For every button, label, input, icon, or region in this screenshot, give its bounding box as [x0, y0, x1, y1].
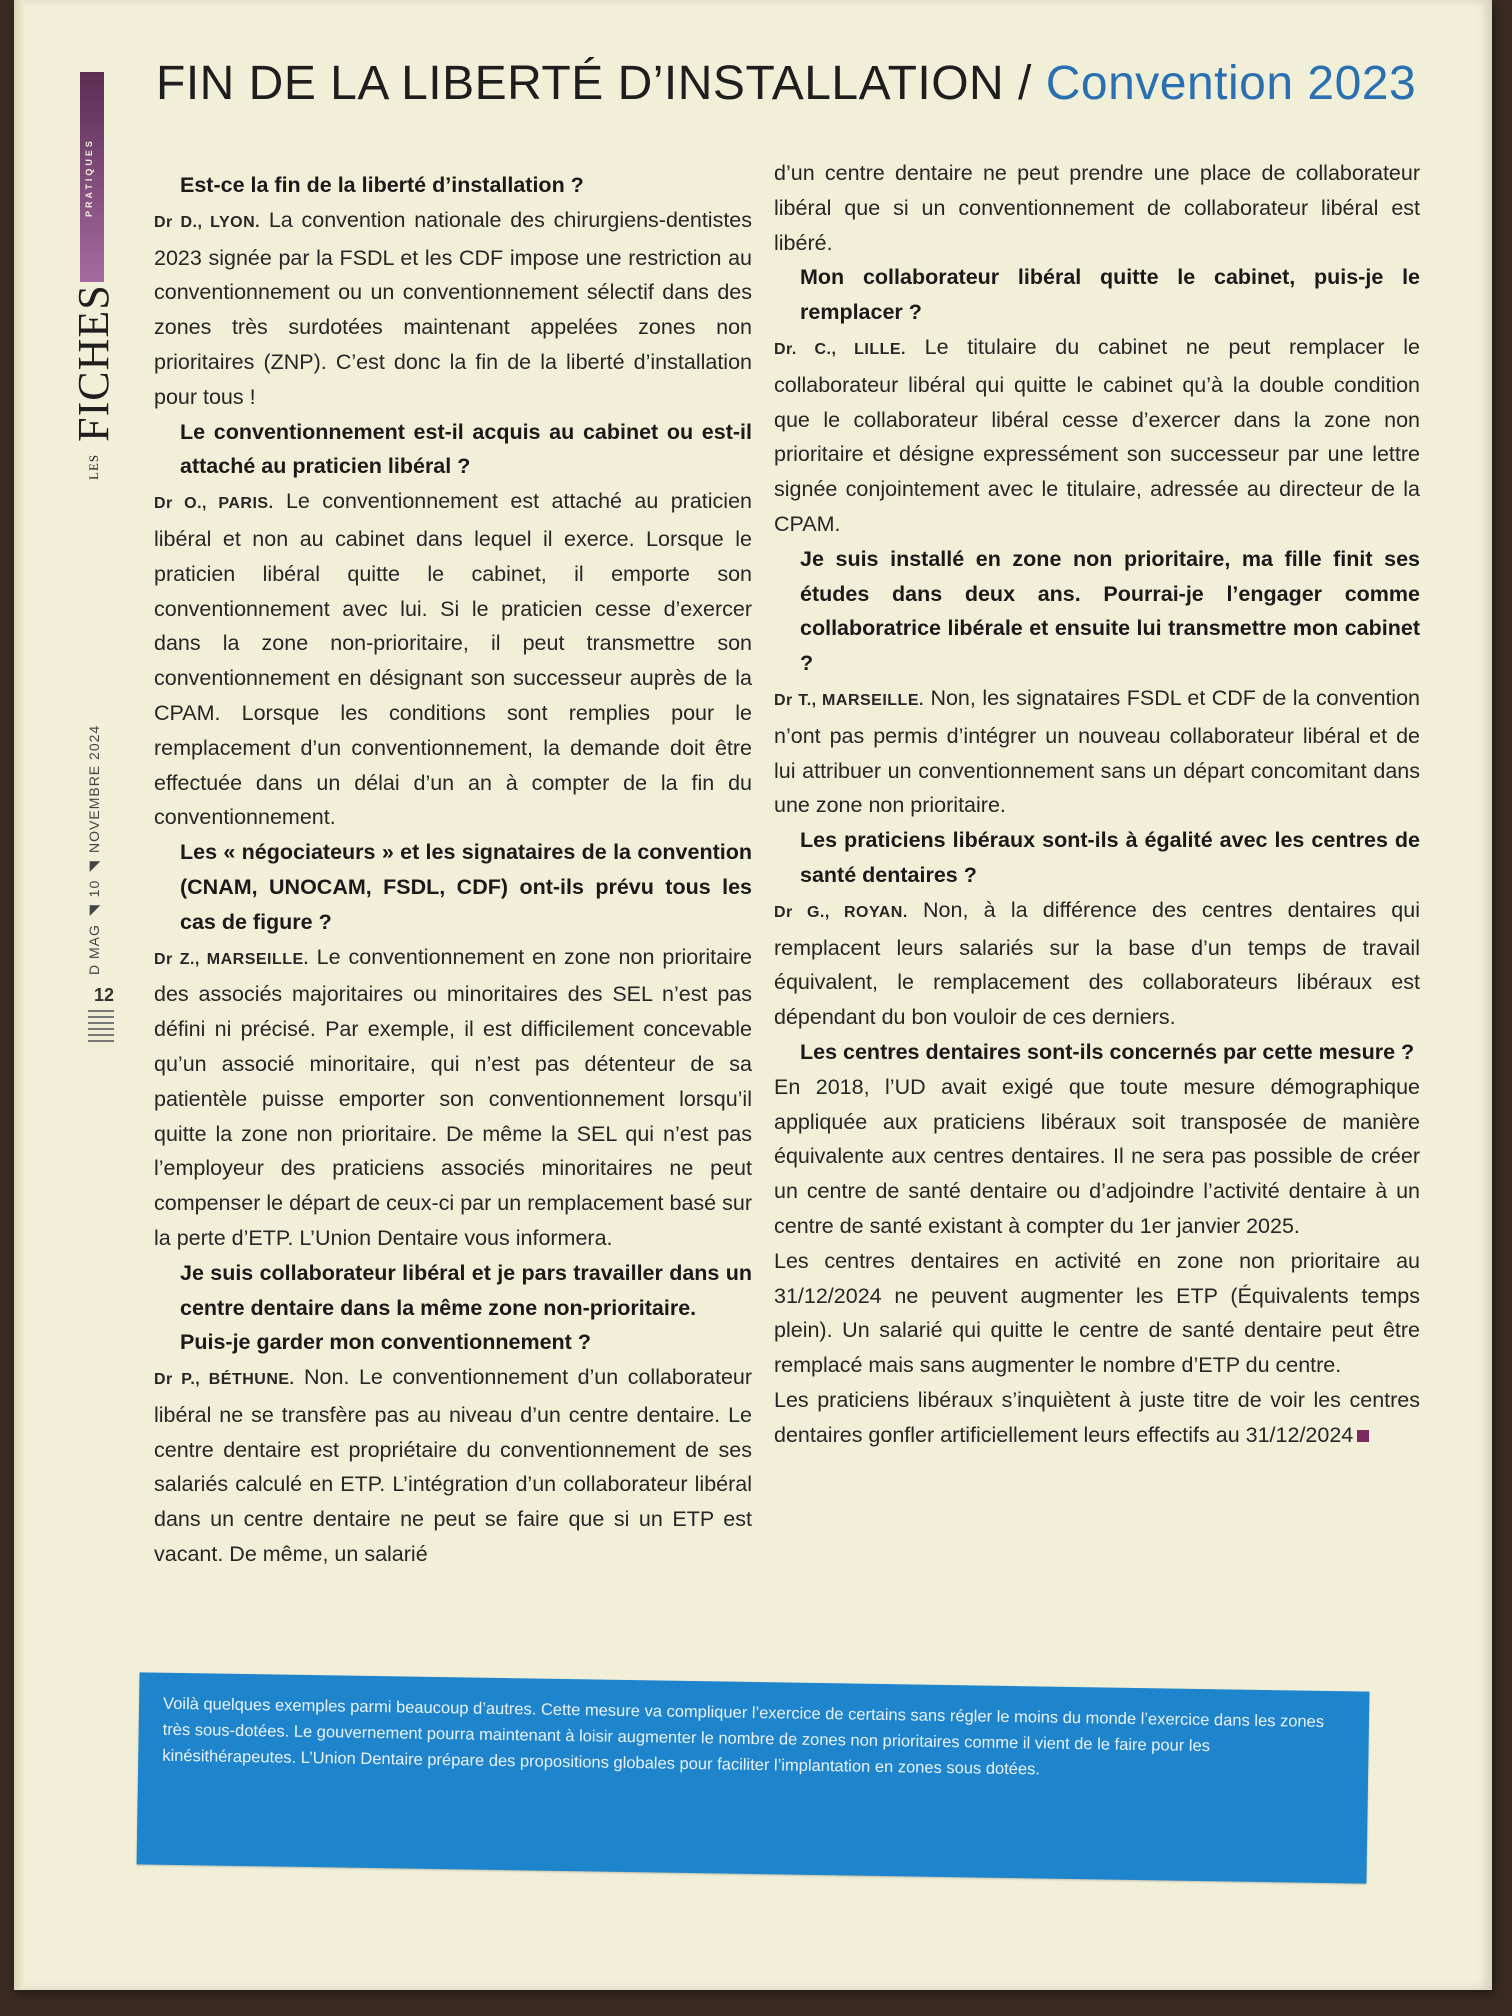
author-label: Dr Z., MARSEILLE. — [154, 950, 309, 968]
page-number-lines — [88, 1010, 114, 1046]
answer — [154, 203, 752, 415]
info-box — [137, 1672, 1370, 1883]
answer — [774, 893, 1420, 1035]
question: Je suis collaborateur libéral et je pars travailler dans un centre dentaire dans la même zone non-prioritaire. — [180, 1260, 752, 1320]
answer — [774, 330, 1420, 542]
question: Puis-je garder mon conventionnement ? — [180, 1330, 591, 1355]
answer — [154, 1360, 752, 1572]
question: Le conventionnement est-il acquis au cabinet ou est-il attaché au praticien libéral ? — [180, 419, 752, 479]
left-column — [154, 168, 752, 1572]
section-main-label: FICHES — [69, 284, 118, 442]
end-mark-icon — [1357, 1430, 1369, 1442]
title-accent: Convention 2023 — [1045, 57, 1417, 110]
title-main: FIN DE LA LIBERTÉ D’INSTALLATION / — [156, 57, 1032, 110]
answer-text: Le conventionnement est attaché au praticien libéral et non au cabinet dans lequel il exerce. Lorsque le praticien libéral quitte le cabinet, il emporte son conventionnement avec lui. Si le praticien cesse d’exercer dans la zone non-prioritaire, il peut transmettre son conventionnement en désignant son successeur auprès de la CPAM. Lorsque les conditions sont remplies pour le remplacement d’un conventionnement, la demande doit être effectuée dans un délai d’un an à compter de la fin du conventionnement. — [154, 489, 752, 830]
author-label: Dr P., BÉTHUNE. — [154, 1371, 295, 1389]
answer-text: Non, les signataires FSDL et CDF de la convention n’ont pas permis d’intégrer un nouveau collaborateur libéral et de lui attribuer un conventionnement sans un départ concomitant dans une zone non prioritaire. — [774, 685, 1421, 818]
answer-text: Les praticiens libéraux s’inquiètent à juste titre de voir les centres dentaires gonfler artificiellement leurs effectifs au 31/12/2024 — [774, 1387, 1420, 1447]
answer — [154, 940, 752, 1256]
answer — [774, 1244, 1420, 1383]
question: Les centres dentaires sont-ils concernés par cette mesure ? — [800, 1039, 1415, 1064]
section-small-label: LES — [86, 453, 101, 480]
answer — [774, 156, 1420, 260]
page-edge — [14, 0, 24, 1990]
section-color-bar — [80, 72, 104, 282]
author-label: Dr D., LYON. — [154, 213, 261, 231]
question: Je suis installé en zone non prioritaire, ma fille finit ses études dans deux ans. Pourrai-je l’engager comme collaboratrice libérale et ensuite lui transmettre mon cabinet ? — [800, 546, 1420, 676]
answer-text: Le conventionnement en zone non prioritaire des associés majoritaires ou minoritaires des SEL n’est pas défini ni précisé. Par exemple, il est difficilement concevable qu’un associé minoritaire, qui n’est pas détenteur de sa patientèle puisse emporter son conventionnement lorsqu’il quitte la zone non prioritaire. De même la SEL qui n’est pas l’employeur des praticiens associés minoritaires ne peut compenser le départ de ceux-ci par un remplacement basé sur la perte d’ETP. L’Union Dentaire vous informera. — [154, 944, 752, 1250]
answer-text: d’un centre dentaire ne peut prendre une place de collaborateur libéral que si un conventionnement de collaborateur libéral est libéré. — [774, 161, 1420, 255]
question: Est-ce la fin de la liberté d’installation ? — [180, 173, 584, 197]
answer-text: Non, à la différence des centres dentaires qui remplacent leurs salariés sur la base d’un temps de travail équivalent, le remplacement des collaborateurs libéraux est dépendant du bon vouloir de ces derniers. — [774, 897, 1420, 1030]
author-label: Dr. C., LILLE. — [774, 340, 906, 358]
answer-text: Les centres dentaires en activité en zone non prioritaire au 31/12/2024 ne peuvent augmenter les ETP (Équivalents temps plein). Un salarié qui quitte le centre de santé dentaire peut être remplacé mais sans augmenter le nombre d’ETP du centre. — [774, 1248, 1420, 1378]
question: Les « négociateurs » et les signataires de la convention (CNAM, UNOCAM, FSDL, CDF) ont-ils prévu tous les cas de figure ? — [180, 840, 752, 934]
answer-text: En 2018, l’UD avait exigé que toute mesure démographique appliquée aux praticiens libéraux soit transposée de manière équivalente aux centres dentaires. Il ne sera pas possible de créer un centre de santé dentaire ou d’adjoindre l’activité dentaire à un centre de santé existant à compter du 1er janvier 2025. — [774, 1074, 1420, 1238]
page-number: 12 — [94, 985, 115, 1005]
section-top-label: PRATIQUES — [84, 138, 94, 218]
answer — [774, 681, 1420, 823]
magazine-page — [14, 0, 1492, 1990]
page-title — [156, 56, 1456, 111]
issue-line: D MAG ◢ 10 ◢ NOVEMBRE 2024 — [86, 724, 102, 975]
answer — [774, 1383, 1420, 1453]
answer-text: La convention nationale des chirurgiens-dentistes 2023 signée par la FSDL et les CDF impose une restriction au conventionnement ou un conventionnement sélectif dans des zones très surdotées maintenant appelées zones non prioritaires (ZNP). C’est donc la fin de la liberté d’installation pour tous ! — [154, 207, 752, 409]
question: Les praticiens libéraux sont-ils à égalité avec les centres de santé dentaires ? — [800, 828, 1420, 887]
author-label: Dr T., MARSEILLE. — [774, 691, 924, 709]
answer-text: Le titulaire du cabinet ne peut remplacer le collaborateur libéral qui quitte le cabinet qu’à la double condition que le collaborateur libéral cesse d’exercer dans la zone non prioritaire et désigne expressément son successeur par une lettre signée conjointement avec le titulaire, adressée au directeur de la CPAM. — [774, 334, 1420, 536]
section-title — [69, 284, 118, 524]
right-column — [774, 156, 1420, 1452]
answer — [774, 1070, 1420, 1244]
author-label: Dr O., PARIS. — [154, 495, 274, 513]
info-box-text: Voilà quelques exemples parmi beaucoup d’autres. Cette mesure va compliquer l’exercice de certains sans régler le moins du monde l’exercice dans les zones très sous-dotées. Le gouvernement pourra maintenant à loisir augmenter le nombre de zones non prioritaires comme il vient de le faire pour les kinésithérapeutes. L’Union Dentaire prépare des propositions globales pour faciliter l’implantation en zones sous dotées. — [162, 1694, 1325, 1779]
author-label: Dr G., ROYAN. — [774, 903, 908, 921]
answer — [154, 484, 752, 835]
answer-text: Non. Le conventionnement d’un collaborateur libéral ne se transfère pas au niveau d’un centre dentaire. Le centre dentaire est propriétaire du conventionnement de ses salariés calculé en ETP. L’intégration d’un collaborateur libéral dans un centre dentaire ne peut se faire que si un ETP est vacant. De même, un salarié — [154, 1365, 753, 1567]
question: Mon collaborateur libéral quitte le cabinet, puis-je le remplacer ? — [800, 265, 1420, 325]
